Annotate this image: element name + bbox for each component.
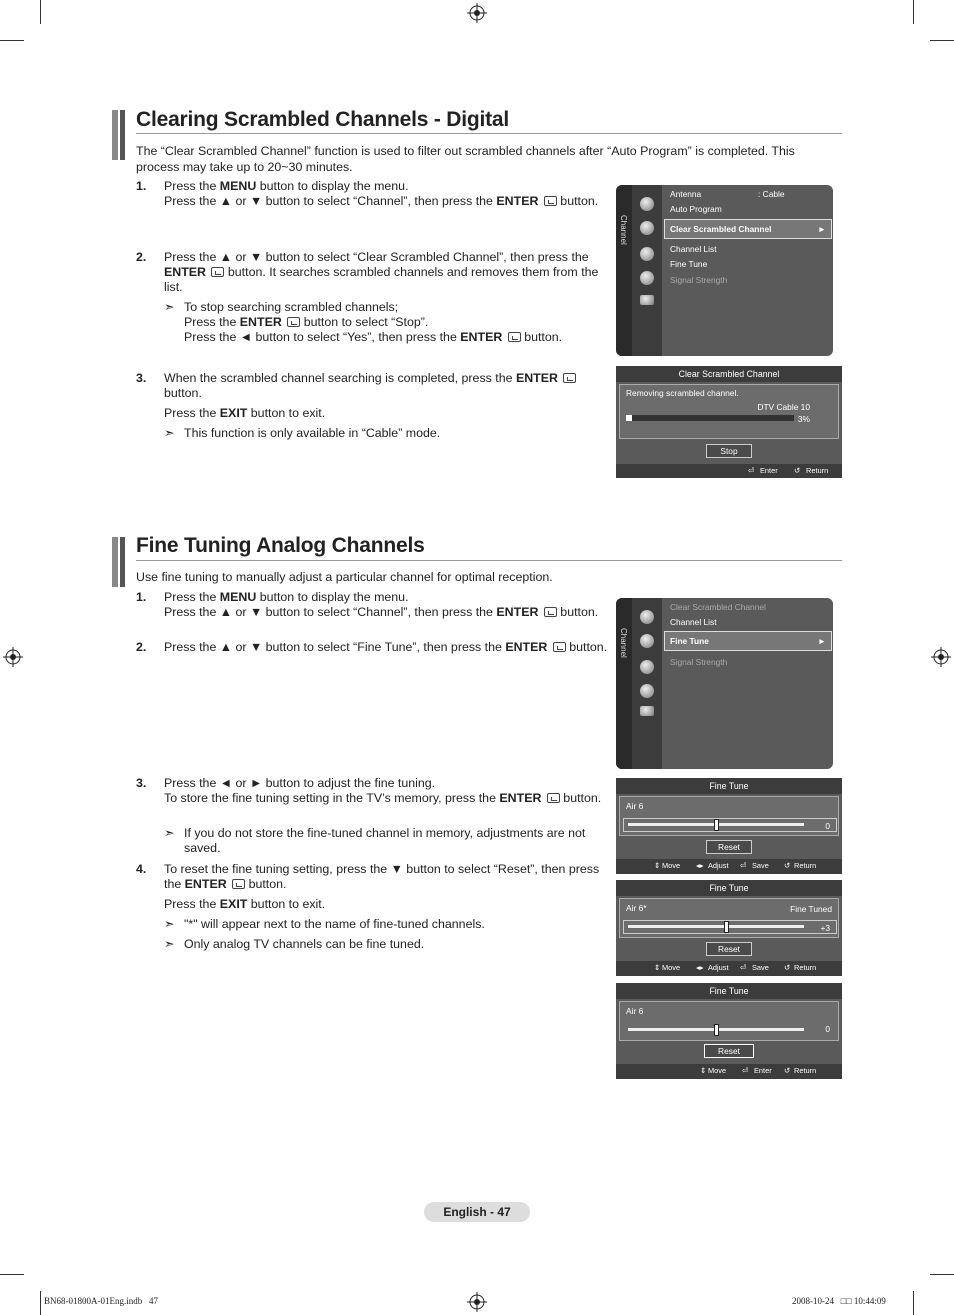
step-number: 3. xyxy=(136,776,147,790)
step-line: Press the ▲ or ▼ button to select “Channel”, then press the ENTER button. xyxy=(164,194,599,209)
footer-move: Move xyxy=(662,963,681,972)
progress-track xyxy=(626,415,794,421)
setup-icon xyxy=(640,247,654,261)
step-line: Press the MENU button to display the menu. xyxy=(164,179,409,193)
step-text xyxy=(164,179,609,209)
progress-percent: 3% xyxy=(797,414,810,424)
step-text: Press the ▲ or ▼ button to select “Clear Scrambled Channel”, then press the ENTER button. It searches scrambled channels and removes them from the list. xyxy=(164,250,599,295)
note-arrow-icon: ➣ xyxy=(164,426,175,440)
note-text: Only analog TV channels can be fine tuned. xyxy=(184,937,425,951)
stop-button[interactable]: Stop xyxy=(706,444,752,458)
registration-mark-icon xyxy=(467,1292,487,1312)
step-text: To reset the fine tuning setting, press the ▼ button to select “Reset”, then press the ENTER button. xyxy=(164,862,600,892)
note xyxy=(164,300,609,346)
picture-icon xyxy=(640,610,654,624)
enter-icon xyxy=(544,196,557,206)
fine-tune-dialog xyxy=(616,983,842,1079)
enter-icon xyxy=(553,642,566,652)
footer-enter: Enter xyxy=(760,466,778,475)
registration-mark-icon xyxy=(931,647,951,667)
step-text xyxy=(164,590,609,620)
dialog-footer xyxy=(616,1064,842,1079)
section-title: Clearing Scrambled Channels - Digital xyxy=(136,108,510,131)
return-icon: ↺ xyxy=(784,963,791,972)
status-label: Fine Tuned xyxy=(790,904,832,914)
move-icon: ⇕ xyxy=(654,963,661,972)
menu-item-selected[interactable] xyxy=(664,631,832,651)
menu-item-value: : Cable xyxy=(758,189,785,199)
title-rule xyxy=(136,560,842,561)
adjust-icon: ◂▸ xyxy=(696,963,704,972)
section-bar xyxy=(120,110,125,160)
reset-button[interactable]: Reset xyxy=(706,942,752,956)
sound-icon xyxy=(640,634,654,648)
adjust-icon: ◂▸ xyxy=(696,861,704,870)
side-label: Channel xyxy=(619,215,628,245)
save-icon: ⏎ xyxy=(740,963,747,972)
footer-timestamp: 2008-10-24 □□ 10:44:09 xyxy=(792,1296,886,1306)
crop-mark xyxy=(913,0,914,24)
menu-icon-column xyxy=(632,598,662,769)
section-bar xyxy=(120,537,125,587)
menu-item-selected[interactable] xyxy=(664,219,832,239)
input-icon xyxy=(640,271,654,285)
dialog-box xyxy=(619,796,839,836)
arrow-right-icon: ► xyxy=(817,636,826,646)
step-text: Press the ▲ or ▼ button to select “Fine Tune”, then press the ENTER button. xyxy=(164,640,608,654)
slider-knob[interactable] xyxy=(714,1024,719,1036)
dialog-title: Fine Tune xyxy=(616,983,842,999)
dialog-footer xyxy=(616,961,842,976)
footer-file: BN68-01800A-01Eng.indb 47 xyxy=(44,1296,158,1306)
arrow-right-icon: ► xyxy=(817,224,826,234)
slider-value: 0 xyxy=(825,1024,830,1034)
crop-mark xyxy=(40,1291,41,1315)
step-text: Press the ◄ or ► button to adjust the fine tuning. To store the fine tuning setting in the TV’s memory, press the ENTER button. xyxy=(164,776,602,806)
note-text: To stop searching scrambled channels; Press the ENTER button to select “Stop”. Press the ◄ button to select “Yes”, then press the ENTER button. xyxy=(184,300,563,345)
menu-item[interactable]: Auto Program xyxy=(670,204,722,214)
channel-label: Air 6 xyxy=(626,801,644,811)
move-icon: ⇕ xyxy=(654,861,661,870)
step-line: Press the ▲ or ▼ button to select “Channel”, then press the ENTER button. xyxy=(164,605,599,620)
note-arrow-icon: ➣ xyxy=(164,937,175,951)
crop-mark xyxy=(930,1274,954,1275)
menu-side xyxy=(616,185,632,356)
exit-text: Press the EXIT button to exit. xyxy=(164,406,326,420)
slider-knob[interactable] xyxy=(714,819,719,831)
clear-scrambled-dialog xyxy=(616,366,842,478)
step-text: When the scrambled channel searching is completed, press the ENTER button. xyxy=(164,371,609,401)
enter-icon xyxy=(508,332,521,342)
note xyxy=(164,917,609,932)
footer-move: Move xyxy=(662,861,681,870)
channel-menu xyxy=(616,185,833,356)
menu-side xyxy=(616,598,632,769)
note-text: This function is only available in “Cable” mode. xyxy=(184,426,441,440)
footer-return: Return xyxy=(794,861,817,870)
menu-item[interactable]: Antenna xyxy=(670,189,702,199)
note-arrow-icon: ➣ xyxy=(164,826,175,840)
menu-item[interactable]: Channel List xyxy=(670,244,717,254)
fine-tune-dialog xyxy=(616,880,842,976)
dialog-channel: DTV Cable 10 xyxy=(757,402,810,412)
enter-icon: ⏎ xyxy=(742,1066,749,1075)
channel-label: Air 6 xyxy=(626,1006,644,1016)
channel-menu xyxy=(616,598,833,769)
footer-save: Save xyxy=(752,963,769,972)
dialog-footer xyxy=(616,859,842,874)
progress-fill xyxy=(626,415,632,421)
picture-icon xyxy=(640,197,654,211)
return-icon: ↺ xyxy=(794,466,801,475)
return-icon: ↺ xyxy=(784,1066,791,1075)
footer-return: Return xyxy=(794,963,817,972)
note xyxy=(164,937,609,952)
reset-button[interactable]: Reset xyxy=(704,1044,754,1058)
footer-adjust: Adjust xyxy=(708,963,729,972)
save-icon: ⏎ xyxy=(740,861,747,870)
reset-button[interactable]: Reset xyxy=(706,840,752,854)
slider-knob[interactable] xyxy=(724,921,729,933)
move-icon: ⇕ xyxy=(700,1066,707,1075)
title-rule xyxy=(136,133,842,134)
dialog-footer xyxy=(616,464,842,478)
intro-text: The “Clear Scrambled Channel” function is used to filter out scrambled channels after “Auto Program” is completed. This process may take up to 20~30 minutes. xyxy=(136,144,795,174)
crop-mark xyxy=(0,40,24,41)
step-number: 3. xyxy=(136,371,147,385)
dialog-box xyxy=(619,384,839,439)
note-text: "*" will appear next to the name of fine-tuned channels. xyxy=(184,917,485,931)
step-number: 1. xyxy=(136,179,147,193)
enter-icon xyxy=(547,793,560,803)
menu-item: Signal Strength xyxy=(670,275,728,285)
footer-save: Save xyxy=(752,861,769,870)
enter-icon: ⏎ xyxy=(748,466,755,475)
section-bar xyxy=(112,110,118,160)
dialog-title: Clear Scrambled Channel xyxy=(616,366,842,382)
dialog-box xyxy=(619,1001,839,1041)
menu-icon-column xyxy=(632,185,662,356)
step-number: 4. xyxy=(136,862,147,876)
enter-icon xyxy=(563,373,576,383)
input-icon xyxy=(640,684,654,698)
registration-mark-icon xyxy=(467,3,487,23)
application-icon xyxy=(640,295,654,305)
footer-move: Move xyxy=(708,1066,727,1075)
footer-enter: Enter xyxy=(754,1066,772,1075)
application-icon xyxy=(640,706,654,716)
slider-value: 0 xyxy=(825,821,830,831)
menu-item[interactable]: Fine Tune xyxy=(670,259,708,269)
note xyxy=(164,826,609,856)
enter-icon xyxy=(211,267,224,277)
crop-mark xyxy=(0,1274,24,1275)
step-number: 1. xyxy=(136,590,147,604)
fine-tune-dialog xyxy=(616,778,842,874)
menu-item-label: Clear Scrambled Channel xyxy=(670,224,772,234)
return-icon: ↺ xyxy=(784,861,791,870)
footer-adjust: Adjust xyxy=(708,861,729,870)
setup-icon xyxy=(640,660,654,674)
menu-item-label: Fine Tune xyxy=(670,636,709,646)
dialog-title: Fine Tune xyxy=(616,778,842,794)
crop-mark xyxy=(930,40,954,41)
enter-icon xyxy=(287,317,300,327)
footer-return: Return xyxy=(794,1066,817,1075)
menu-item[interactable]: Channel List xyxy=(670,617,717,627)
enter-icon xyxy=(232,879,245,889)
intro-text: Use fine tuning to manually adjust a particular channel for optimal reception. xyxy=(136,570,553,584)
side-label: Channel xyxy=(619,628,628,658)
dialog-title: Fine Tune xyxy=(616,880,842,896)
note-arrow-icon: ➣ xyxy=(164,917,175,931)
note-arrow-icon: ➣ xyxy=(164,300,175,314)
section-bar xyxy=(112,537,118,587)
registration-mark-icon xyxy=(3,647,23,667)
page-number-badge: English - 47 xyxy=(424,1202,530,1222)
section-title: Fine Tuning Analog Channels xyxy=(136,534,425,557)
dialog-message: Removing scrambled channel. xyxy=(626,388,739,398)
dialog-box xyxy=(619,898,839,938)
menu-item: Signal Strength xyxy=(670,657,728,667)
slider-value: +3 xyxy=(820,923,830,933)
step-number: 2. xyxy=(136,250,147,264)
menu-item: Clear Scrambled Channel xyxy=(670,602,766,612)
crop-mark xyxy=(40,0,41,24)
exit-text: Press the EXIT button to exit. xyxy=(164,897,326,911)
note xyxy=(164,426,609,441)
step-number: 2. xyxy=(136,640,147,654)
step-line: Press the MENU button to display the menu. xyxy=(164,590,409,604)
channel-label: Air 6* xyxy=(626,903,647,913)
crop-mark xyxy=(913,1291,914,1315)
footer-return: Return xyxy=(806,466,829,475)
enter-icon xyxy=(544,607,557,617)
sound-icon xyxy=(640,221,654,235)
note-text: If you do not store the fine-tuned channel in memory, adjustments are not saved. xyxy=(184,826,586,856)
slider-track xyxy=(628,925,804,928)
